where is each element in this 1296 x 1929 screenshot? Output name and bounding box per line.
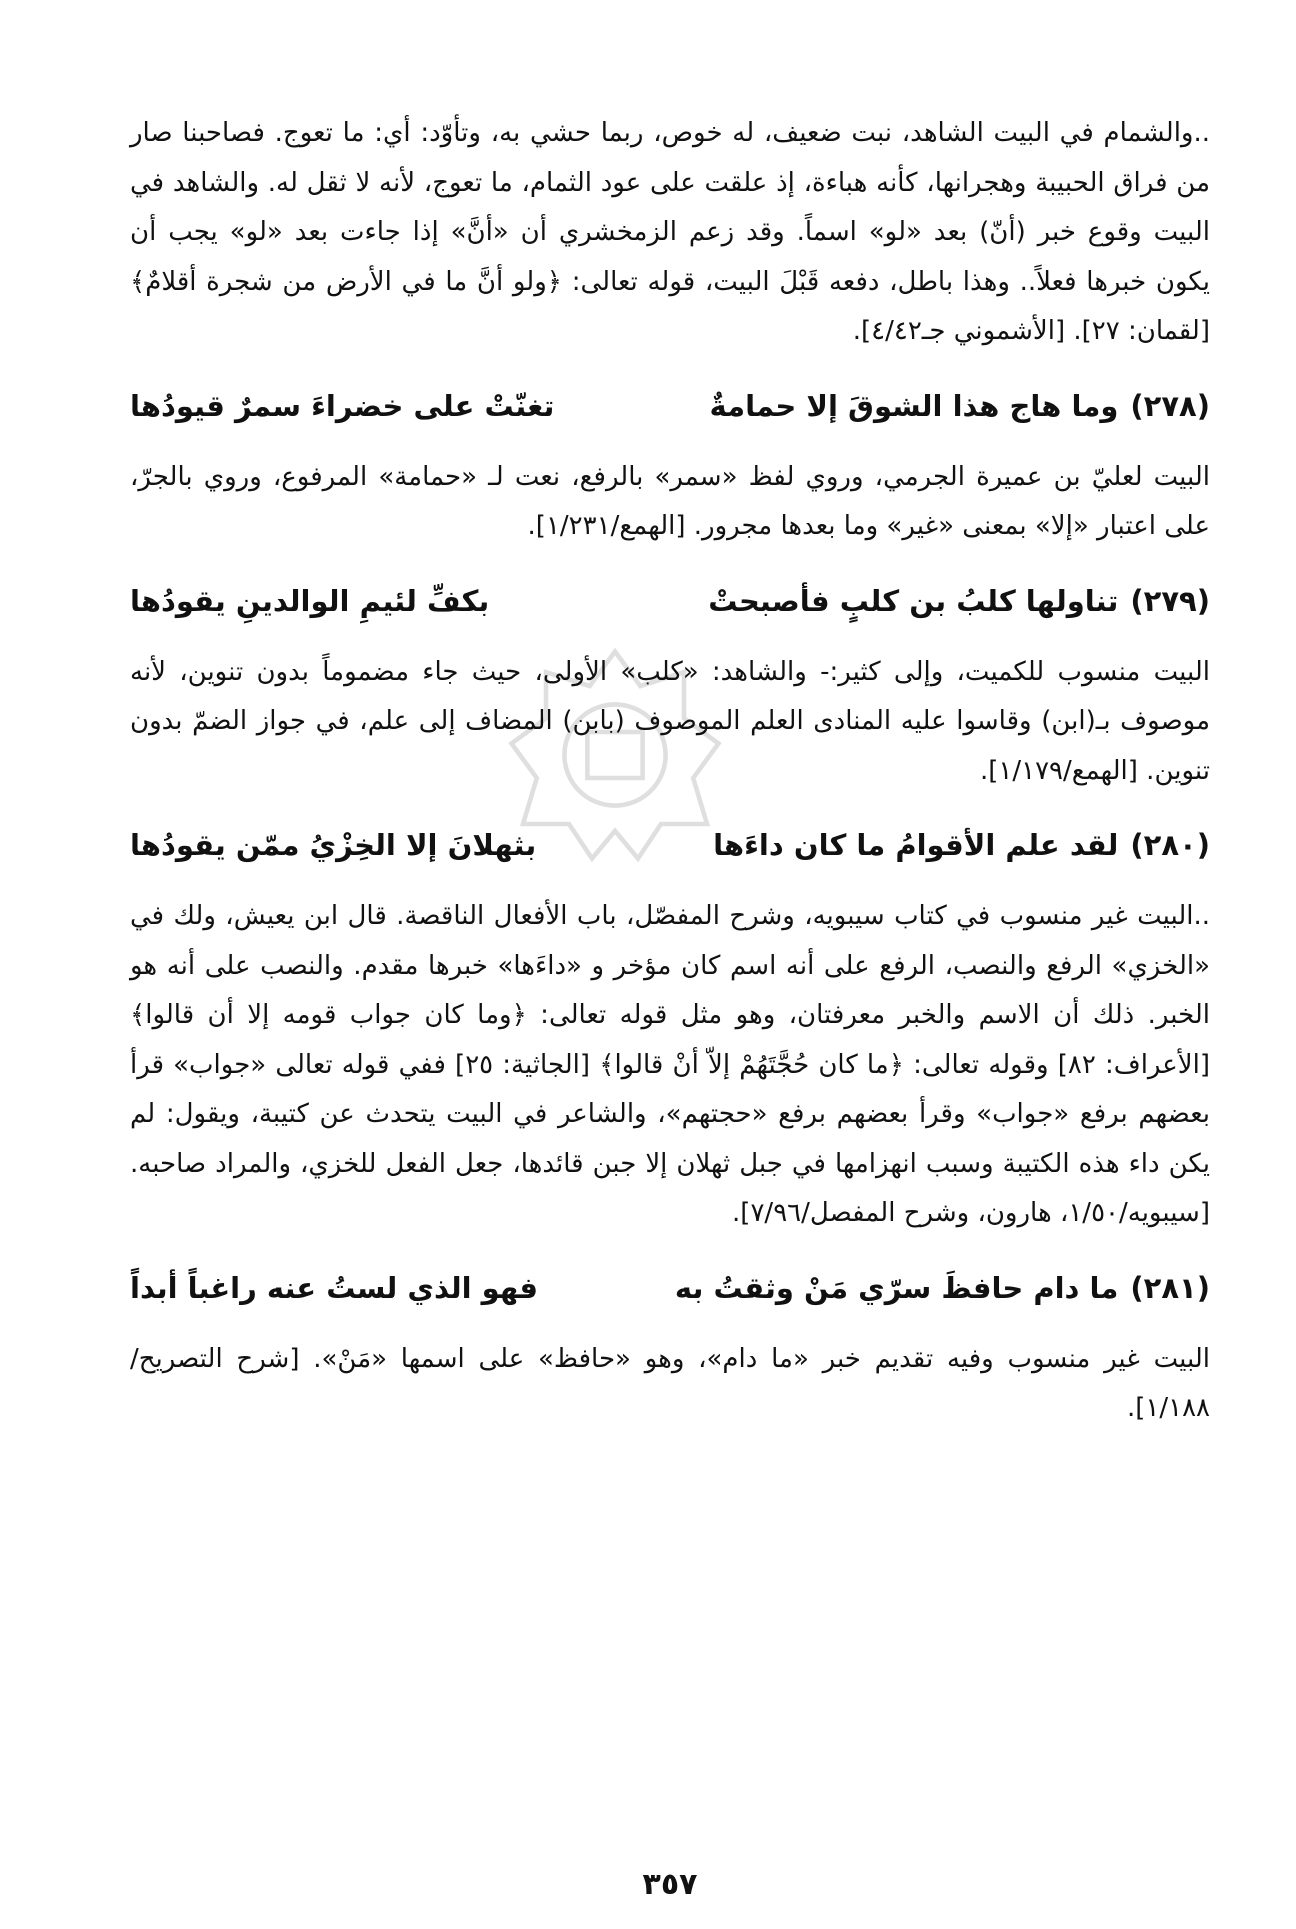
page-number: ٣٥٧	[642, 1867, 698, 1902]
verse-number: (٢٨٠)	[1130, 828, 1210, 862]
verse-second-hemistich: فهو الذي لستُ عنه راغباً أبداً	[130, 1270, 538, 1305]
verse-first-hemistich: تناولها كلبُ بن كلبٍ فأصبحتْ	[708, 583, 1119, 618]
verse-281	[130, 1261, 1210, 1315]
paragraph-commentary-279: البيت منسوب للكميت، وإلى كثير:- والشاهد: «كلب» الأولى، حيث جاء مضموماً بدون تنوين، لأنه موصوف بـ(ابن) وقاسوا عليه المنادى العلم الموصوف (بابن) المضاف إلى علم، في جواز الضمّ بدون تنوين. [الهمع/١/١٧٩].	[130, 656, 1210, 786]
paragraph-commentary-280: ..البيت غير منسوب في كتاب سيبويه، وشرح المفصّل، باب الأفعال الناقصة. قال ابن يعيش، ولك في «الخزي» الرفع والنصب، الرفع على أنه اسم كان مؤخر و «داءَها» خبرها مقدم. والنصب على أنه هو الخبر. ذلك أن الاسم والخبر معرفتان، وهو مثل قوله تعالى: ﴿وما كان جواب قومه إلا أن قالوا﴾ [الأعراف: ٨٢] وقوله تعالى: ﴿ما كان حُجَّتَهُمْ إلاّ أنْ قالوا﴾ [الجاثية: ٢٥] ففي قوله تعالى «جواب» قرأ بعضهم برفع «جواب» وقرأ بعضهم برفع «حجتهم»، والشاعر في البيت يتحدث عن كتيبة، ويقول: لم يكن داء هذه الكتيبة وسبب انهزامها في جبل ثهلان إلا جبن قائدها، جعل الفعل للخزي، والمراد صاحبه. [سيبويه/١/٥٠، هارون، وشرح المفصل/٧/٩٦].	[130, 901, 1210, 1228]
verse-second-hemistich: تغنّتْ على خضراءَ سمرٌ قيودُها	[130, 388, 555, 423]
verse-number: (٢٧٨)	[1130, 388, 1210, 423]
verse-279	[130, 574, 1210, 628]
verse-first-hemistich: وما هاج هذا الشوقَ إلا حمامةٌ	[709, 388, 1119, 423]
verse-first-hemistich: لقد علم الأقوامُ ما كان داءَها	[713, 828, 1119, 862]
paragraph-commentary-277: ..والشمام في البيت الشاهد، نبت ضعيف، له خوص، ربما حشي به، وتأوّد: أي: ما تعوج. فصاحبنا صار من فراق الحبيبة وهجرانها، كأنه هباءة، إذ علقت على عود الثمام، ما تعوج، لأنه لا ثقل له. والشاهد في البيت وقوع خبر (أنّ) بعد «لو» اسماً. وقد زعم الزمخشري أن «أنَّ» إذا جاءت بعد «لو» يجب أن يكون خبرها فعلاً.. وهذا باطل، دفعه قَبْلَ البيت، قوله تعالى: ﴿ولو أنَّ ما في الأرض من شجرة أقلامٌ﴾ [لقمان: ٢٧]. [الأشموني جـ٤/٤٢].	[130, 118, 1210, 346]
verse-278	[130, 379, 1210, 433]
verse-first-hemistich: ما دام حافظَ سرّي مَنْ وثقتُ به	[674, 1270, 1119, 1305]
paragraph-commentary-278: البيت لعليّ بن عميرة الجرمي، وروي لفظ «سمر» بالرفع، نعت لـ «حمامة» المرفوع، وروي بالجرّ، على اعتبار «إلا» بمعنى «غير» وما بعدها مجرور. [الهمع/١/٢٣١].	[130, 461, 1210, 541]
verse-second-hemistich: بكفِّ لئيمِ الوالدينِ يقودُها	[130, 583, 490, 618]
book-page	[130, 105, 1210, 1905]
verse-280	[130, 818, 1210, 872]
paragraph-commentary-281: البيت غير منسوب وفيه تقديم خبر «ما دام»، وهو «حافظ» على اسمها «مَنْ». [شرح التصريح/١/١٨٨].	[130, 1343, 1210, 1423]
verse-number: (٢٨١)	[1130, 1270, 1210, 1305]
verse-number: (٢٧٩)	[1130, 583, 1210, 618]
verse-second-hemistich: بثهلانَ إلا الخِزْيُ ممّن يقودُها	[130, 828, 537, 862]
